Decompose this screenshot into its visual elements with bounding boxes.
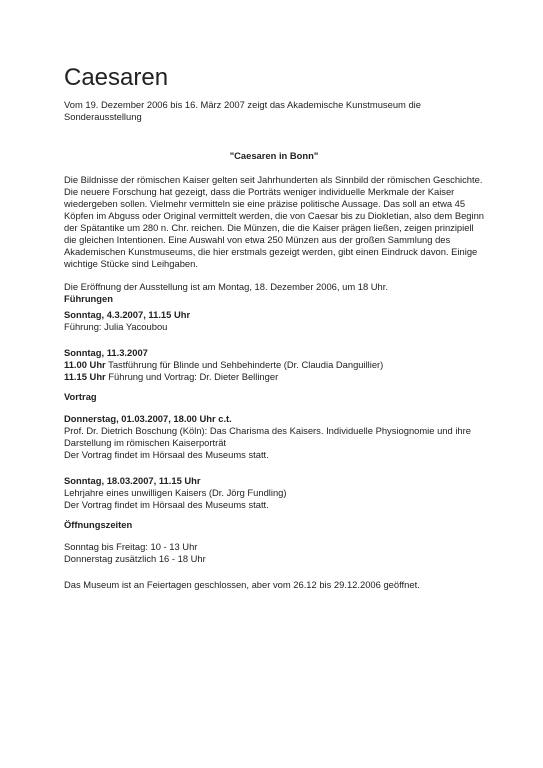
event-date: Donnerstag, 01.03.2007, 18.00 Uhr c.t. — [64, 413, 232, 424]
opening-hours-block — [64, 541, 484, 565]
event-time: 11.15 Uhr — [64, 371, 106, 382]
event-date: Sonntag, 11.3.2007 — [64, 347, 148, 358]
event-description: Lehrjahre eines unwilligen Kaisers (Dr. Jörg Fundling) — [64, 487, 287, 498]
exhibition-subtitle: "Caesaren in Bonn" — [229, 150, 319, 161]
event-block — [64, 347, 484, 383]
section-heading-oeffnungszeiten: Öffnungszeiten — [64, 519, 133, 530]
event-description: Prof. Dr. Dietrich Boschung (Köln): Das Charisma des Kaisers. Individuelle Physiognomie und ihre Darstellung im römischen Kaiserporträt — [64, 425, 471, 448]
event-date: Sonntag, 4.3.2007, 11.15 Uhr — [64, 309, 191, 320]
document-content — [64, 64, 484, 591]
closing-paragraph: Das Museum ist an Feiertagen geschlossen, aber vom 26.12 bis 29.12.2006 geöffnet. — [64, 579, 420, 590]
event-block — [64, 309, 484, 333]
section-heading-vortrag: Vortrag — [64, 391, 97, 402]
intro-paragraph: Vom 19. Dezember 2006 bis 16. März 2007 zeigt das Akademische Kunstmuseum die Sonderausstellung — [64, 99, 421, 122]
event-description: Führung: Julia Yacoubou — [64, 321, 168, 332]
event-line — [64, 371, 484, 383]
event-time: 11.00 Uhr — [64, 359, 106, 370]
opening-hours-line: Sonntag bis Freitag: 10 - 13 Uhr — [64, 541, 198, 552]
opening-paragraph: Die Eröffnung der Ausstellung ist am Montag, 18. Dezember 2006, um 18 Uhr. — [64, 281, 388, 292]
event-location: Der Vortrag findet im Hörsaal des Museums statt. — [64, 449, 269, 460]
event-date: Sonntag, 18.03.2007, 11.15 Uhr — [64, 475, 201, 486]
event-description: Führung und Vortrag: Dr. Dieter Bellinger — [105, 371, 279, 382]
event-location: Der Vortrag findet im Hörsaal des Museums statt. — [64, 499, 269, 510]
opening-hours-line: Donnerstag zusätzlich 16 - 18 Uhr — [64, 553, 206, 564]
section-heading-fuehrungen: Führungen — [64, 293, 113, 304]
event-description: Tastführung für Blinde und Sehbehinderte (Dr. Claudia Danguillier) — [105, 359, 384, 370]
body-paragraph: Die Bildnisse der römischen Kaiser gelten seit Jahrhunderten als Sinnbild der römischen Geschichte. Die neuere Forschung hat gezeigt, dass die Porträts weniger individuelle Merkmale der Kaiser wiedergeben sollen. Vielmehr vermitteln sie eine präzise politische Aussage. Das soll an etwa 45 Köpfen im Abguss oder Original vermittelt werden, die von Caesar bis zu Diokletian, also dem Beginn der Spätantike um 280 n. Chr. reichen. Die Münzen, die die Kaiser prägen ließen, zeigen prinzipiell die gleichen Intentionen. Eine Auswahl von etwa 250 Münzen aus der großen Sammlung des Akademischen Kunstmuseums, die hier erstmals gezeigt werden, gibt einen Eindruck davon. Einige wichtige Stücke sind Leihgaben. — [64, 174, 485, 269]
event-line — [64, 359, 484, 371]
event-block — [64, 475, 484, 511]
page-title: Caesaren — [64, 64, 169, 91]
event-block — [64, 413, 484, 461]
